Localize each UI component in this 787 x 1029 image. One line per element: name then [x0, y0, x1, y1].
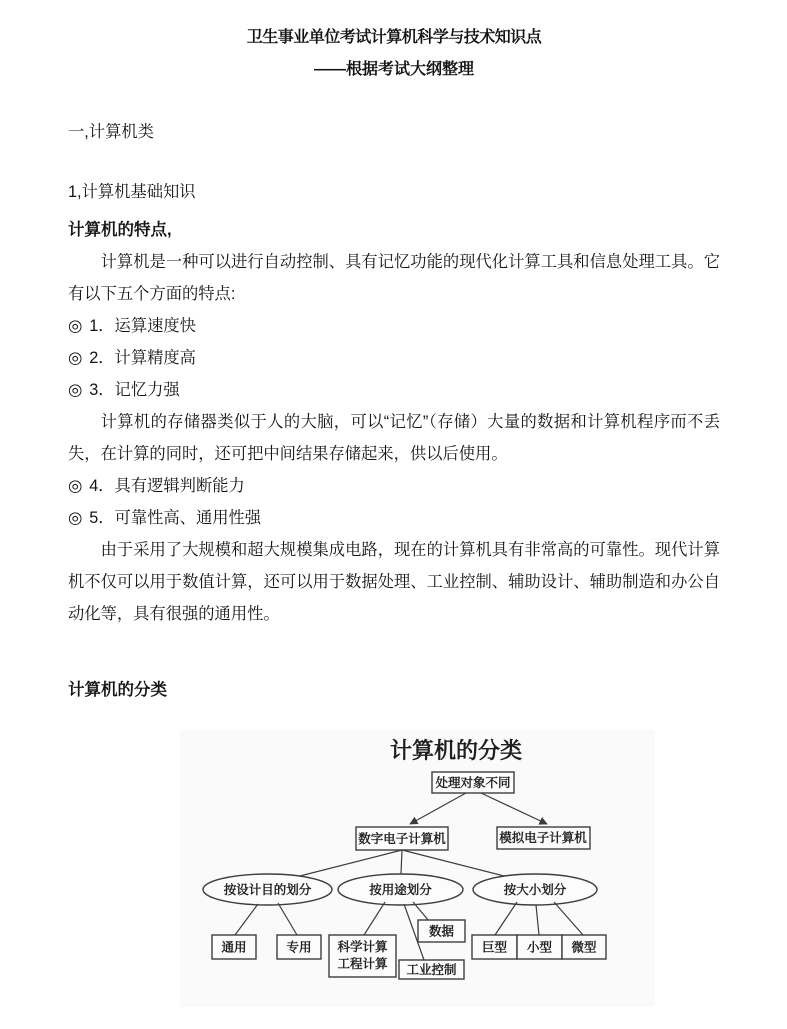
paragraph-intro: 计算机是一种可以进行自动控制、具有记忆功能的现代化计算工具和信息处理工具。它有以下五个方面的特点: — [68, 253, 720, 303]
bullet-item-logic — [68, 470, 720, 502]
diagram-node-digital-label: 数字电子计算机 — [358, 832, 446, 846]
arrow-root-to-analog — [481, 793, 547, 824]
diagram-node-micro-label: 微型 — [571, 940, 597, 955]
diagram-title: 计算机的分类 — [389, 738, 523, 763]
diagram-node-scientific-label-line1: 科学计算 — [337, 940, 388, 954]
paragraph-reliability: 由于采用了大规模和超大规模集成电路，现在的计算机具有非常高的可靠性。现代计算机不仅可以用于数值计算，还可以用于数据处理、工业控制、辅助设计、辅助制造和办公自动化等，具有很强的通用性。 — [68, 541, 720, 623]
bullet-text: 5．可靠性高、通用性强 — [89, 509, 262, 527]
classification-diagram-svg — [180, 730, 655, 1007]
document-subtitle: ——根据考试大纲整理 — [313, 61, 474, 78]
arrow-root-to-digital — [410, 793, 466, 824]
bullet-text: 4．具有逻辑判断能力 — [89, 477, 245, 495]
diagram-node-root-label: 处理对象不同 — [435, 776, 511, 790]
bullet-icon: ◎ — [68, 381, 83, 399]
bullet-item-memory — [68, 374, 720, 406]
line-size-to-small — [536, 905, 539, 935]
diagram-node-small-label: 小型 — [526, 940, 553, 955]
diagram-node-industrial-label: 工业控制 — [406, 963, 457, 977]
bullet-text: 1．运算速度快 — [89, 317, 196, 335]
bullet-icon: ◎ — [68, 349, 83, 367]
bullet-text: 3．记忆力强 — [89, 381, 180, 399]
diagram-node-special-label: 专用 — [286, 940, 312, 955]
diagram-node-by-size-label: 按大小划分 — [503, 883, 567, 897]
line-design-to-special — [278, 903, 297, 935]
line-digital-to-use — [401, 850, 402, 874]
line-size-to-giant — [495, 902, 517, 935]
subsection-heading-basics: 1,计算机基础知识 — [68, 183, 196, 201]
diagram-node-scientific-label-line2: 工程计算 — [337, 957, 388, 971]
bullet-item-speed — [68, 310, 720, 342]
bullet-icon: ◎ — [68, 317, 83, 335]
bullet-item-reliability — [68, 502, 720, 534]
line-digital-to-size — [402, 850, 512, 878]
paragraph-memory: 计算机的存储器类似于人的大脑，可以“记忆”（存储）大量的数据和计算机程序而不丢失，在计算的同时，还可把中间结果存储起来，供以后使用。 — [68, 413, 720, 463]
classification-heading: 计算机的分类 — [68, 681, 167, 699]
bullet-icon: ◎ — [68, 477, 83, 495]
bullet-text: 2．计算精度高 — [89, 349, 196, 367]
bullet-item-precision — [68, 342, 720, 374]
diagram-node-analog-label: 模拟电子计算机 — [499, 831, 587, 845]
line-use-to-scientific — [364, 902, 385, 935]
diagram-node-giant-label: 巨型 — [481, 940, 508, 955]
classification-diagram — [180, 730, 655, 1007]
bullet-icon: ◎ — [68, 509, 83, 527]
diagram-node-general-label: 通用 — [221, 940, 247, 955]
line-design-to-general — [235, 904, 258, 935]
features-heading: 计算机的特点, — [68, 221, 172, 239]
section-heading-computers: 一,计算机类 — [68, 123, 154, 141]
diagram-node-data-label: 数据 — [428, 924, 455, 939]
diagram-node-by-use-label: 按用途划分 — [369, 883, 432, 897]
diagram-node-by-design-label: 按设计目的划分 — [223, 883, 312, 897]
line-size-to-micro — [554, 902, 583, 935]
document-title: 卫生事业单位考试计算机科学与技术知识点 — [246, 29, 542, 46]
